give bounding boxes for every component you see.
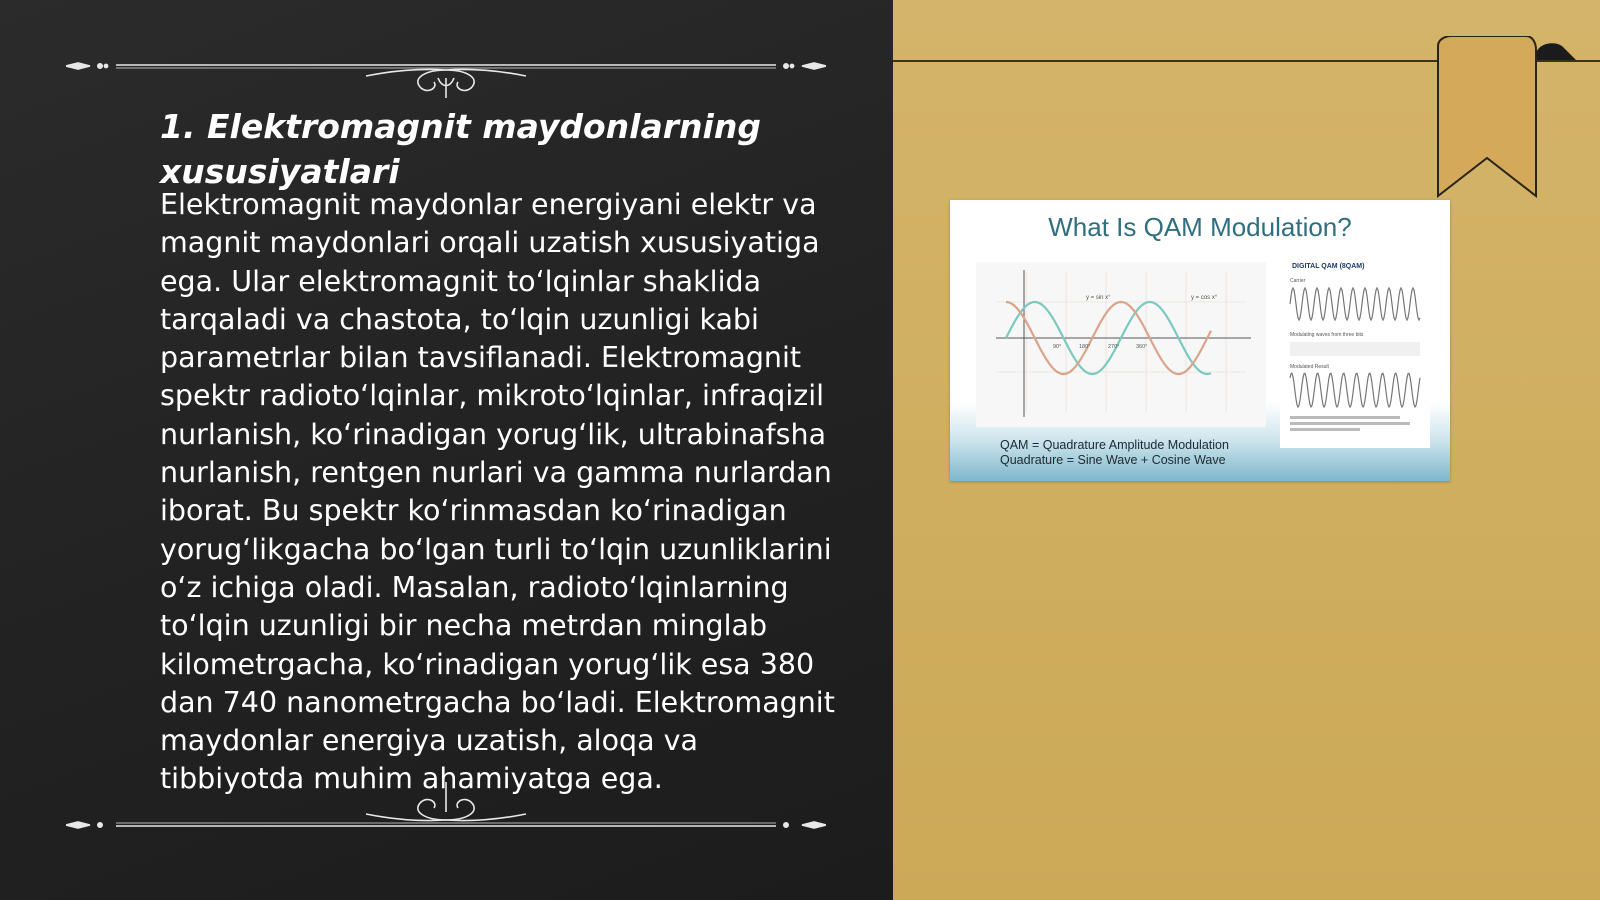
- sine-label: y = sin x°: [1086, 295, 1111, 301]
- qam-caption-line-1: QAM = Quadrature Amplitude Modulation: [1000, 438, 1229, 452]
- slide-title: 1. Elektromagnit maydonlarning xususiyatlari: [160, 107, 761, 191]
- tick-label: 180°: [1079, 344, 1091, 350]
- top-ornament-divider: [66, 48, 826, 98]
- modulating-label: Modulating waves from three bits: [1290, 332, 1364, 338]
- carrier-wave-line: [1290, 288, 1420, 320]
- qam-image-title: What Is QAM Modulation?: [1048, 212, 1352, 242]
- cosine-label: y = cos x°: [1191, 295, 1218, 301]
- tick-label: 360°: [1136, 344, 1148, 350]
- carrier-label: Carrier: [1290, 278, 1306, 284]
- modulated-result-wave-line: [1290, 373, 1420, 407]
- tick-label: 90°: [1053, 344, 1062, 350]
- digital-qam-title: DIGITAL QAM (8QAM): [1292, 263, 1365, 270]
- result-label: Modulated Result: [1290, 364, 1329, 370]
- digital-qam-panel: [1280, 260, 1430, 448]
- qam-modulation-image: [950, 200, 1450, 481]
- slide-body-text: Elektromagnit maydonlar energiyani elektr va magnit maydonlari orqali uzatish xususiyatiga ega. Ular elektromagnit to‘lqinlar shaklida tarqaladi va chastota, to‘lqin uzunligi kabi parametrlar bilan tavsiflanadi. Elektromagnit spektr radioto‘lqinlar, mikroto‘lqinlar, infraqizil nurlanish, ko‘rinadigan yorug‘lik, ultrabinafsha nurlanish, rentgen nurlari va gamma nurlardan iborat. Bu spektr ko‘rinmasdan ko‘rinadigan yorug‘likgacha bo‘lgan turli to‘lqin uzunliklarini o‘z ichiga oladi. Masalan, radioto‘lqinlarning to‘lqin uzunligi bir necha metrdan minglab kilometrgacha, ko‘rinadigan yorug‘lik esa 380 dan 740 nanometrgacha bo‘ladi. Elektromagnit maydonlar energiya uzatish, aloqa va tibbiyotda muhim ahamiyatga ega.: [160, 188, 835, 796]
- tick-label: 270°: [1108, 344, 1120, 350]
- sine-cosine-graph: [976, 262, 1266, 427]
- qam-caption-line-2: Quadrature = Sine Wave + Cosine Wave: [1000, 453, 1226, 467]
- bookmark-ribbon-icon: [1436, 36, 1582, 198]
